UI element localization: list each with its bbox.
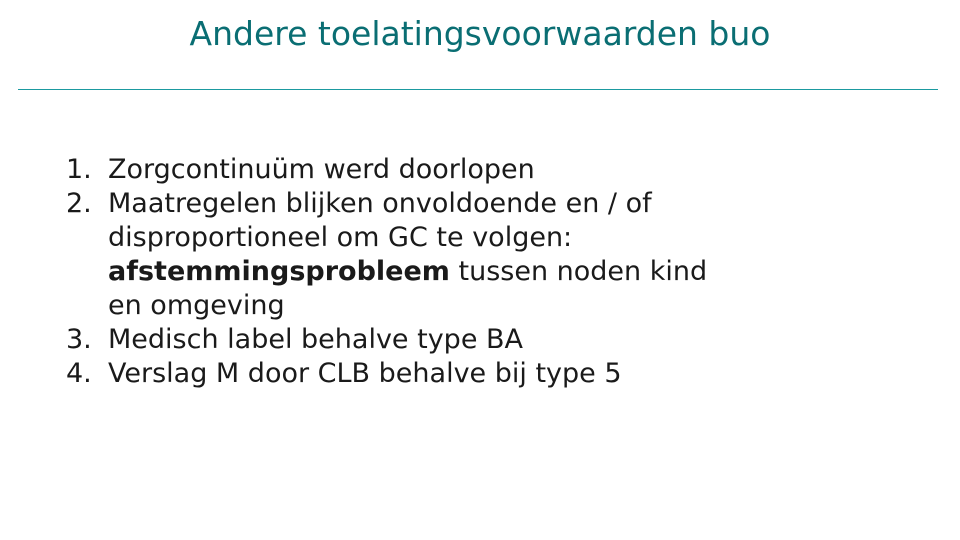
list-item-2-line-3-rest: tussen noden kind — [449, 256, 708, 287]
list-item-4 — [66, 357, 926, 391]
list-item-2-line-4: en omgeving — [108, 290, 285, 321]
emphasized-term: afstemmingsprobleem — [108, 256, 450, 287]
list-number-4: 4. — [66, 358, 92, 389]
list-item-2-line-3 — [108, 255, 926, 289]
list-number-1: 1. — [66, 154, 92, 185]
list-item-1 — [66, 153, 926, 187]
list-number-3: 3. — [66, 324, 92, 355]
title-divider — [18, 89, 938, 90]
list-item-2-line-1: Maatregelen blijken onvoldoende en / of — [108, 188, 652, 219]
list-number-2: 2. — [66, 188, 92, 219]
list-item-4-text: Verslag M door CLB behalve bij type 5 — [108, 358, 622, 389]
numbered-list — [66, 153, 926, 391]
list-item-3-text: Medisch label behalve type BA — [108, 324, 524, 355]
slide-title: Andere toelatingsvoorwaarden buo — [189, 14, 771, 53]
list-item-3 — [66, 323, 926, 357]
list-item-2-line-2: disproportioneel om GC te volgen: — [108, 222, 573, 253]
list-item-1-text: Zorgcontinuüm werd doorlopen — [108, 154, 535, 185]
list-item-2 — [66, 187, 926, 323]
